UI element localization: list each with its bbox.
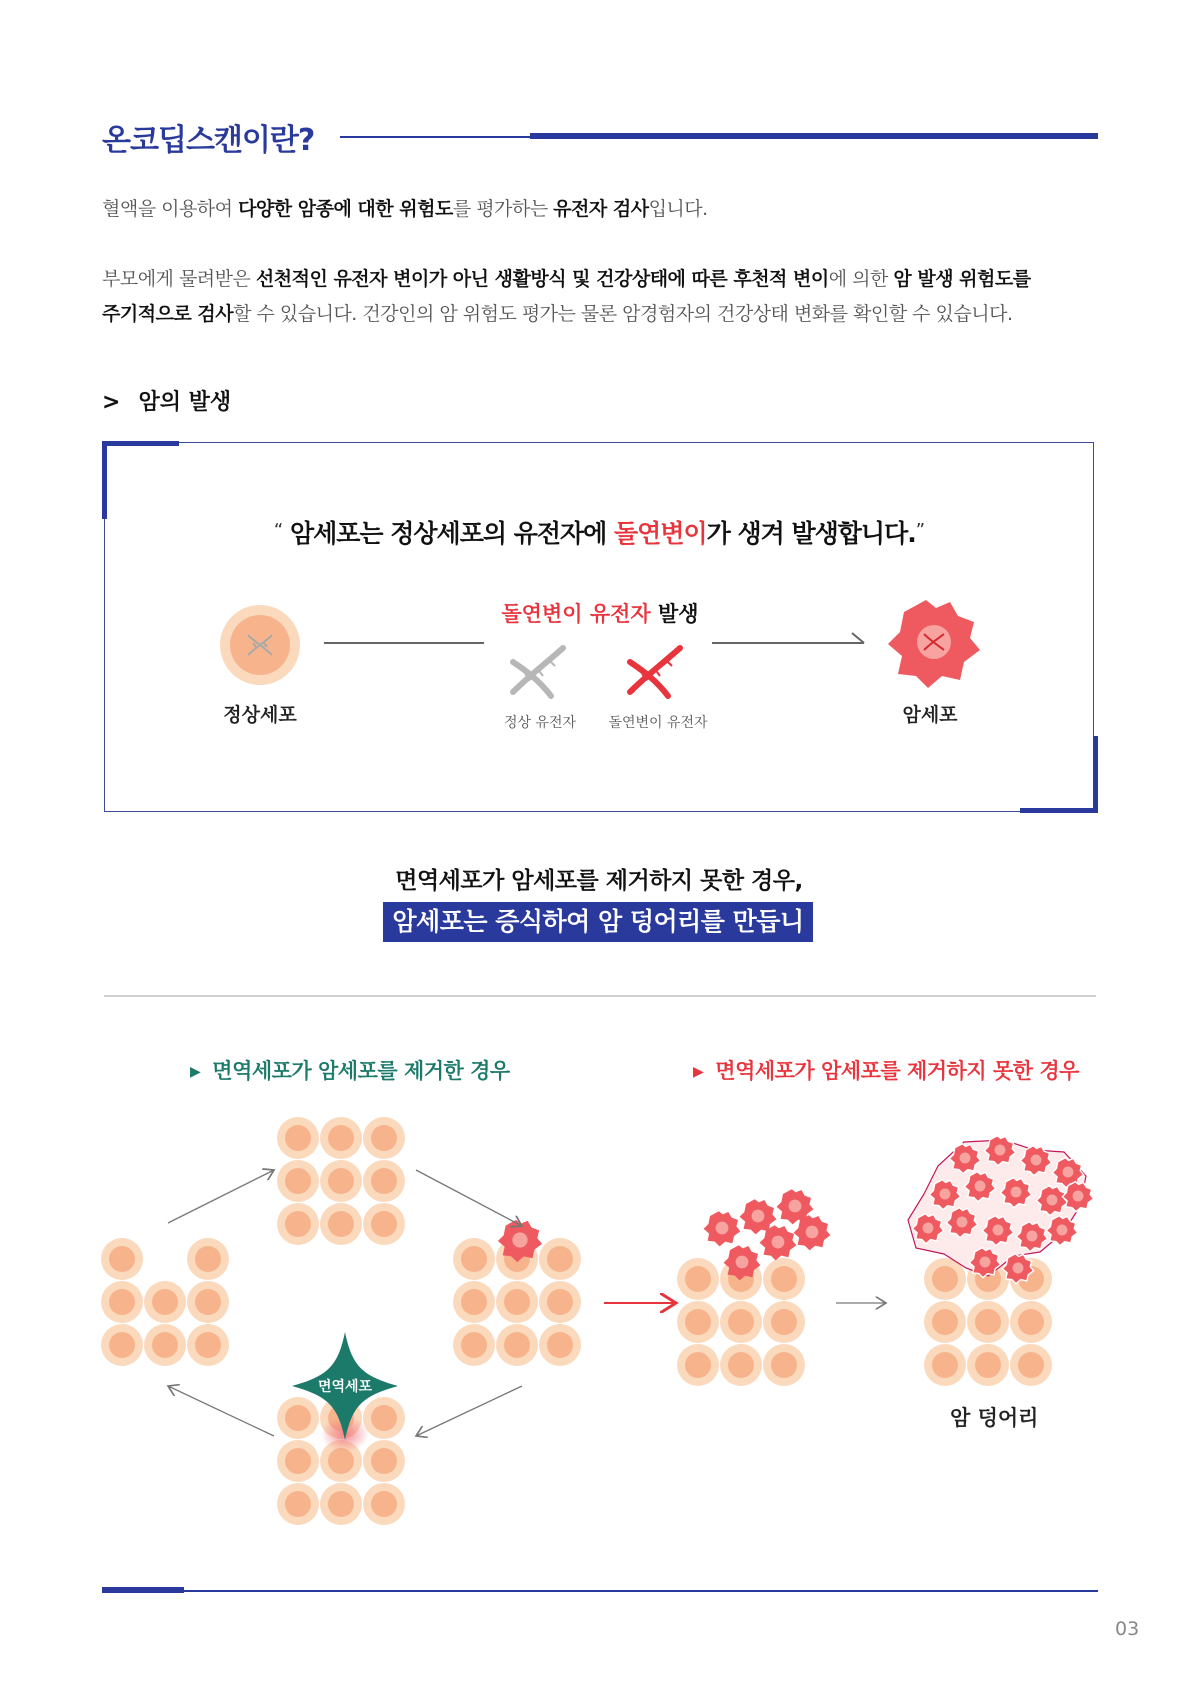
quote-text bbox=[104, 514, 1094, 550]
intro-paragraph-2 bbox=[102, 262, 1031, 297]
cycle-arrow bbox=[168, 1170, 274, 1223]
immune-failure-text: 면역세포가 암세포를 제거하지 못한 경우, bbox=[395, 868, 803, 894]
corner-accent bbox=[102, 441, 179, 446]
section-title: 암의 발생 bbox=[138, 390, 232, 415]
mutation-title bbox=[460, 598, 740, 628]
intro-text: 에 의한 bbox=[828, 268, 894, 290]
page-number: 03 bbox=[1115, 1618, 1140, 1640]
cycle-diagram bbox=[0, 1080, 1192, 1560]
footer-rule-thick bbox=[102, 1587, 184, 1593]
intro-bold: 생활방식 및 건강상태에 따른 후천적 변이 bbox=[494, 268, 829, 290]
intro-bold: 암 발생 위험도를 bbox=[893, 268, 1031, 290]
section-heading bbox=[102, 385, 231, 416]
arrow-right-icon bbox=[712, 630, 868, 654]
mutant-gene-icon bbox=[622, 640, 690, 702]
normal-gene-icon bbox=[505, 640, 573, 702]
footer-rule-thin bbox=[184, 1590, 1098, 1592]
corner-accent bbox=[1093, 736, 1098, 813]
cancer-cell-label: 암세포 bbox=[902, 704, 958, 726]
title-rule-thin bbox=[340, 136, 530, 138]
case-not-removed-label: 면역세포가 암세포를 제거하지 못한 경우 bbox=[715, 1059, 1079, 1083]
cycle-arrow bbox=[416, 1170, 522, 1226]
mutation-title-red: 돌연변이 유전자 bbox=[501, 602, 651, 626]
close-quote: ” bbox=[915, 520, 925, 541]
triangle-right-icon: ▶ bbox=[190, 1064, 201, 1080]
tumor-mass-label: 암 덩어리 bbox=[950, 1406, 1039, 1430]
intro-text: 할 수 있습니다. 건강인의 암 위험도 평가는 물론 암경험자의 건강상태 변화를 확인할 수 있습니다. bbox=[233, 303, 1013, 325]
open-quote: “ bbox=[273, 520, 283, 541]
immune-cell-label: 면역세포 bbox=[317, 1379, 373, 1395]
intro-bold: 다양한 암종에 대한 위험도 bbox=[238, 198, 453, 220]
page-title: 온코딥스캔이란? bbox=[102, 123, 315, 158]
normal-gene-label: 정상 유전자 bbox=[503, 715, 577, 731]
section-divider bbox=[104, 995, 1096, 997]
connector-line bbox=[324, 642, 484, 644]
intro-paragraph-3 bbox=[102, 297, 1013, 332]
intro-bold: 선천적인 유전자 변이가 아닌 bbox=[255, 268, 495, 290]
intro-bold: 주기적으로 검사 bbox=[102, 303, 234, 325]
intro-paragraph-1 bbox=[102, 192, 708, 227]
quote-after: 가 생겨 발생합니다. bbox=[706, 519, 916, 548]
intro-text: 를 평가하는 bbox=[452, 198, 554, 220]
quote-before: 암세포는 정상세포의 유전자에 bbox=[282, 519, 615, 548]
corner-accent bbox=[102, 441, 107, 519]
case-removed-label: 면역세포가 암세포를 제거한 경우 bbox=[212, 1059, 510, 1083]
cycle-arrow bbox=[168, 1386, 274, 1436]
intro-text: 부모에게 물려받은 bbox=[102, 268, 256, 290]
normal-cell-icon bbox=[218, 603, 302, 687]
intro-text: 입니다. bbox=[648, 198, 708, 220]
cancer-cell-icon bbox=[884, 592, 984, 692]
cycle-arrow bbox=[416, 1386, 522, 1436]
mutant-gene-label: 돌연변이 유전자 bbox=[608, 715, 708, 731]
corner-accent bbox=[1020, 808, 1098, 813]
title-rule-thick bbox=[530, 133, 1098, 139]
normal-cell-label: 정상세포 bbox=[223, 704, 297, 726]
intro-text: 혈액을 이용하여 bbox=[102, 198, 239, 220]
quote-highlight: 돌연변이 bbox=[614, 519, 707, 548]
mutation-title-rest: 발생 bbox=[650, 602, 699, 626]
intro-bold: 유전자 검사 bbox=[553, 198, 649, 220]
triangle-right-icon: ▶ bbox=[693, 1064, 704, 1080]
chevron-right-icon: > bbox=[102, 390, 121, 415]
immune-failure-highlight: 암세포는 증식하여 암 덩어리를 만듭니다. bbox=[383, 902, 813, 942]
